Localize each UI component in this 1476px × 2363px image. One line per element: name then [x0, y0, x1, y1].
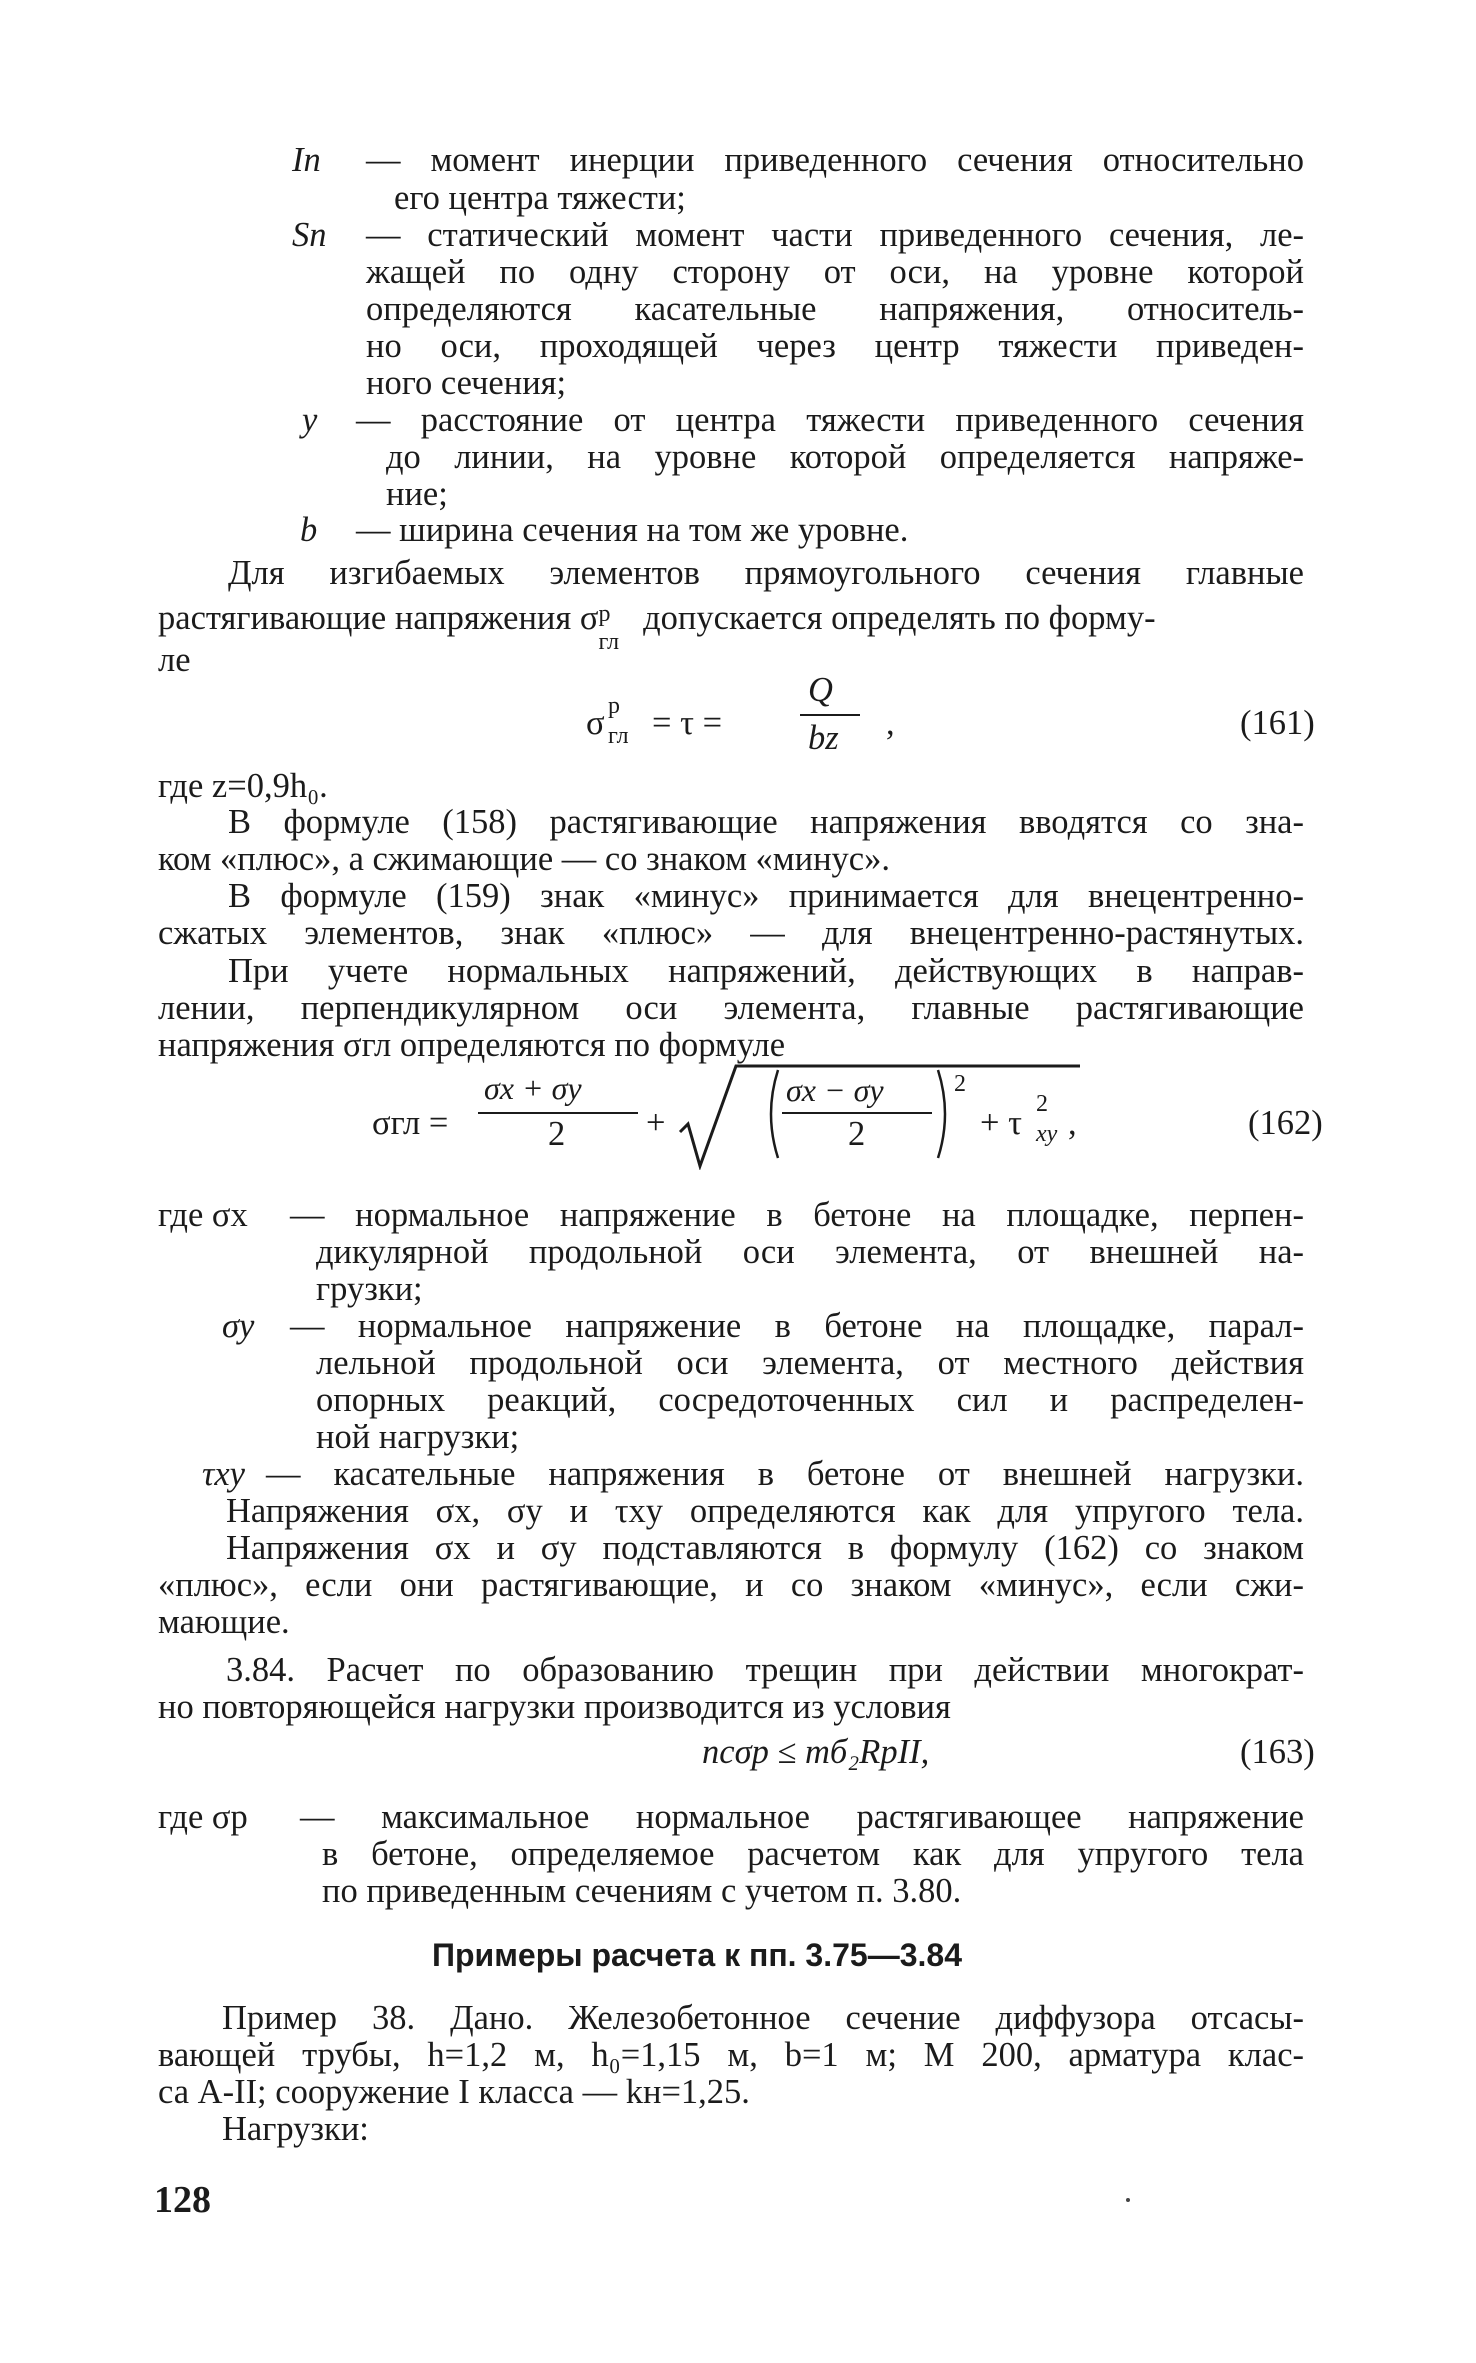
- where3-line-3: по приведенным сечениям с учетом п. 3.80.: [322, 1872, 962, 1910]
- para2-line-1: В формуле (158) растягивающие напряжения вводятся со зна-: [228, 803, 1304, 841]
- where2-tau-line-1: — касательные напряжения в бетоне от внешней нагрузки.: [266, 1455, 1304, 1493]
- para3-line-2: сжатых элементов, знак «плюс» — для внецентренно-растянутых.: [158, 914, 1304, 952]
- section-heading: Примеры расчета к пп. 3.75—3.84: [432, 1937, 962, 1973]
- sigma-sup-p: р: [598, 601, 611, 627]
- para7-line-2: но повторяющейся нагрузки производится из условия: [158, 1688, 951, 1726]
- sigma-sub-gl: гл: [598, 629, 620, 655]
- right-paren-icon: [934, 1068, 954, 1160]
- eq162-comma: ,: [1068, 1104, 1077, 1142]
- eq162-tail-sup: 2: [1036, 1091, 1048, 1117]
- def-sp-line-2: жащей по одну сторону от оси, на уровне которой: [366, 253, 1304, 291]
- eq163-number: (163): [1240, 1733, 1315, 1771]
- para4-line-3: напряжения σгл определяются по формуле: [158, 1026, 786, 1064]
- def-sp-line-5: ного сечения;: [366, 364, 567, 402]
- where2-sigma-x-symbol: где σx: [158, 1196, 248, 1234]
- def-ip-symbol: Iп: [292, 141, 321, 179]
- where2-sigma-y-line-1: — нормальное напряжение в бетоне на площадке, парал-: [290, 1307, 1304, 1345]
- example-line-1: Пример 38. Дано. Железобетонное сечение диффузора отсасы-: [222, 1999, 1304, 2037]
- eq161-lhs-sup: р: [608, 693, 620, 719]
- eq161-fraction-bar: [800, 714, 860, 716]
- eq162-square: 2: [954, 1071, 966, 1097]
- para5-line: Напряжения σx, σy и τxy определяются как для упругого тела.: [226, 1492, 1304, 1530]
- eq162-lhs: σгл =: [372, 1104, 449, 1142]
- def-y-symbol: y: [302, 401, 318, 439]
- eq162-frac1-numerator: σx + σy: [484, 1070, 582, 1106]
- eq162-frac2-denominator: 2: [848, 1115, 866, 1153]
- where2-sigma-y-symbol: σy: [222, 1307, 255, 1345]
- eq162-tail: + τ: [980, 1104, 1022, 1142]
- left-paren-icon: [762, 1068, 782, 1160]
- para1-line-2: [158, 598, 1304, 655]
- para3-line-1: В формуле (159) знак «минус» принимается для внецентренно-: [228, 877, 1304, 915]
- para1-line-3: ле: [158, 641, 191, 679]
- where3-symbol: где σр: [158, 1798, 248, 1836]
- where2-sigma-x-line-2: дикулярной продольной оси элемента, от внешней на-: [316, 1233, 1304, 1271]
- def-sp-symbol: Sп: [292, 216, 327, 254]
- def-y-line-2: до линии, на уровне которой определяется напряже-: [386, 438, 1304, 476]
- eq161-denominator: bz: [808, 719, 839, 757]
- def-sp-line-4: но оси, проходящей через центр тяжести приведен-: [366, 327, 1304, 365]
- where2-sigma-x-line-1: — нормальное напряжение в бетоне на площадке, перпен-: [290, 1196, 1304, 1234]
- para4-line-1: При учете нормальных напряжений, действующих в направ-: [228, 952, 1304, 990]
- para2-line-2: ком «плюс», а сжимающие — со знаком «минус».: [158, 840, 890, 878]
- def-ip-line-1: — момент инерции приведенного сечения относительно: [366, 141, 1304, 179]
- para6-line-1: Напряжения σx и σy подставляются в формулу (162) со знаком: [226, 1529, 1304, 1567]
- eq161-lhs: σ: [586, 704, 605, 742]
- scan-speck: [1126, 2198, 1130, 2202]
- page-number: 128: [154, 2179, 211, 2221]
- eq162-frac2-numerator: σx − σy: [786, 1072, 884, 1108]
- def-y-line-3: ние;: [386, 475, 448, 513]
- where2-sigma-x-line-3: грузки;: [316, 1270, 423, 1308]
- eq162-number: (162): [1248, 1104, 1323, 1142]
- def-ip-line-2: его центра тяжести;: [394, 179, 686, 217]
- def-b-symbol: b: [300, 511, 318, 549]
- eq161-lhs-sub: гл: [608, 723, 629, 749]
- eq162-tail-sub: xy: [1036, 1121, 1058, 1147]
- def-y-line-1: — расстояние от центра тяжести приведенного сечения: [356, 401, 1304, 439]
- eq161-comma: ,: [886, 704, 895, 742]
- eq161-numerator: Q: [808, 671, 833, 709]
- para6-line-2: «плюс», если они растягивающие, и со знаком «минус», если сжи-: [158, 1566, 1304, 1604]
- def-sp-line-3: определяются касательные напряжения, относитель-: [366, 290, 1304, 328]
- where3-line-1: — максимальное нормальное растягивающее напряжение: [300, 1798, 1304, 1836]
- eq161-mid: = τ =: [652, 704, 723, 742]
- para7-line-1: 3.84. Расчет по образованию трещин при действии многократ-: [226, 1651, 1304, 1689]
- para4-line-2: лении, перпендикулярном оси элемента, главные растягивающие: [158, 989, 1304, 1027]
- eq162-frac1-denominator: 2: [548, 1115, 566, 1153]
- eq161-number: (161): [1240, 704, 1315, 742]
- eq163-formula: nсσр ≤ mб₂RpII,: [702, 1733, 930, 1771]
- para6-line-3: мающие.: [158, 1603, 290, 1641]
- where2-sigma-y-line-4: ной нагрузки;: [316, 1418, 520, 1456]
- eq162-plus: +: [646, 1104, 666, 1142]
- def-sp-line-1: — статический момент части приведенного сечения, ле-: [366, 216, 1304, 254]
- where3-line-2: в бетоне, определяемое расчетом как для упругого тела: [322, 1835, 1304, 1873]
- def-b-line-1: — ширина сечения на том же уровне.: [356, 511, 909, 549]
- example-line-4: Нагрузки:: [222, 2110, 369, 2148]
- para1-line-2b: допускается определять по форму-: [634, 599, 1156, 637]
- where2-sigma-y-line-3: опорных реакций, сосредоточенных сил и распределен-: [316, 1381, 1304, 1419]
- example-line-2: вающей трубы, h=1,2 м, h₀=1,15 м, b=1 м; М 200, арматура клас-: [158, 2036, 1304, 2074]
- para1-line-1: Для изгибаемых элементов прямоугольного сечения главные: [228, 554, 1304, 592]
- where2-tau-symbol: τxy: [202, 1455, 245, 1493]
- where-z: где z=0,9h₀.: [158, 767, 328, 805]
- example-line-3: са А-II; сооружение I класса — kн=1,25.: [158, 2073, 750, 2111]
- where2-sigma-y-line-2: лельной продольной оси элемента, от местного действия: [316, 1344, 1304, 1382]
- para1-line-2a: растягивающие напряжения σ: [158, 599, 599, 637]
